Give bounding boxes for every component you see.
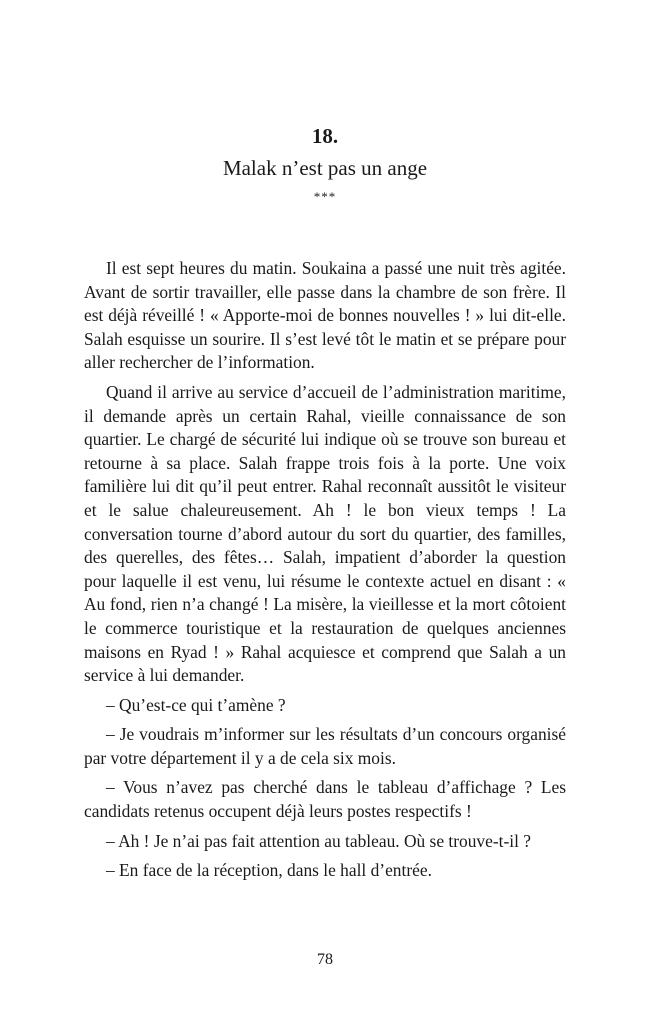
paragraph-arrival: Quand il arrive au service d’accueil de l’administration maritime, il demande après un certain Rahal, vieille connaissance de son quartier. Le chargé de sécurité lui indique où se trouve son bureau et retourne à sa place. Salah frappe trois fois à la porte. Une voix familière lui dit qu’il peut entrer. Rahal reconnaît aussitôt le visiteur et le salue chaleureusement. Ah ! le bon vieux temps ! La conversation tourne d’abord autour du sort du quartier, des familles, des querelles, des fêtes… Salah, impatient d’aborder la question pour laquelle il est venu, lui résume le contexte actuel en disant : « Au fond, rien n’a changé ! La misère, la vieillesse et la mort côtoient le commerce touristique et la restauration de quelques anciennes maisons en Ryad ! » Rahal acquiesce et comprend que Salah a un service à lui demander.: [84, 381, 566, 686]
section-separator: ***: [313, 189, 337, 204]
dialogue-line: – En face de la réception, dans le hall d’entrée.: [106, 860, 432, 881]
page-number: 78: [317, 951, 333, 968]
dialogue-line: – Je voudrais m’informer sur les résultats d’un concours organisé par votre département il y a de cela six mois.: [84, 724, 566, 768]
chapter-title: Malak n’est pas un ange: [222, 156, 428, 180]
dialogue-line: – Ah ! Je n’ai pas fait attention au tableau. Où se trouve-t-il ?: [106, 830, 531, 851]
dialogue-line: – Vous n’avez pas cherché dans le tableau d’affichage ? Les candidats retenus occupent déjà leurs postes respectifs !: [84, 777, 566, 822]
paragraph-opening: Il est sept heures du matin. Soukaina a passé une nuit très agitée. Avant de sortir travailler, elle passe dans la chambre de son frère. Il est déjà réveillé ! « Apporte-moi de bonnes nouvelles ! » lui dit-elle. Salah esquisse un sourire. Il s’est levé tôt le matin et se prépare pour aller rechercher de l’information.: [84, 258, 566, 373]
chapter-body: [84, 257, 566, 883]
dialogue-line: – Qu’est-ce qui t’amène ?: [106, 694, 286, 715]
chapter-number: 18.: [311, 124, 339, 148]
